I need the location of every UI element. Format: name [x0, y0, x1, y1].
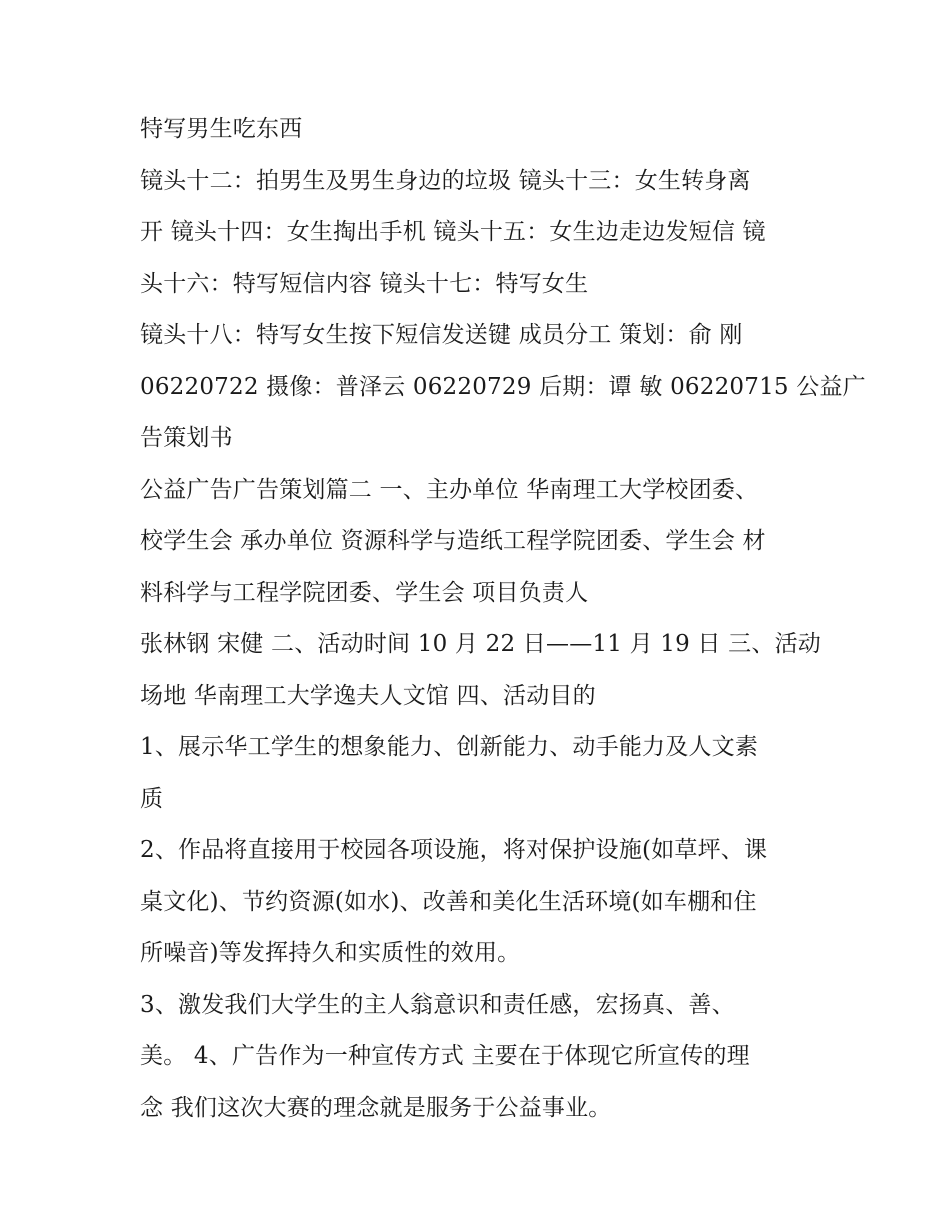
- text-line: 质: [140, 785, 164, 812]
- text-line: 桌文化)、节约资源(如水)、改善和美化生活环境(如车棚和住: [140, 888, 757, 915]
- text-line: 场地 华南理工大学逸夫人文馆 四、活动目的: [140, 682, 596, 709]
- text-line: 告策划书: [140, 425, 233, 451]
- text-line: 公益广告广告策划篇二 一、主办单位 华南理工大学校团委、: [140, 476, 759, 503]
- text-line: 镜头十八：特写女生按下短信发送键 成员分工 策划：俞 刚: [140, 322, 743, 348]
- text-line: 开 镜头十四：女生掏出手机 镜头十五：女生边走边发短信 镜: [140, 219, 766, 245]
- text-line: 念 我们这次大赛的理念就是服务于公益事业。: [140, 1094, 612, 1121]
- text-line: 2、作品将直接用于校园各项设施，将对保护设施(如草坪、课: [140, 837, 768, 863]
- text-line: 06220722 摄像：普泽云 06220729 后期：谭 敏 06220715 公益广: [140, 373, 866, 400]
- text-line: 美。 4、广告作为一种宣传方式 主要在于体现它所宣传的理: [140, 1043, 750, 1069]
- text-line: 张林钢 宋健 二、活动时间 10 月 22 日——11 月 19 日 三、活动: [140, 631, 821, 657]
- text-line: 3、激发我们大学生的主人翁意识和责任感，宏扬真、善、: [140, 991, 735, 1018]
- text-line: 所噪音)等发挥持久和实质性的效用。: [140, 940, 521, 966]
- text-line: 料科学与工程学院团委、学生会 项目负责人: [140, 579, 589, 606]
- text-line: 镜头十二：拍男生及男生身边的垃圾 镜头十三：女生转身离: [140, 167, 751, 194]
- text-line: 头十六：特写短信内容 镜头十七：特写女生: [140, 270, 589, 297]
- text-line: 校学生会 承办单位 资源科学与造纸工程学院团委、学生会 材: [140, 528, 766, 554]
- text-line: 特写男生吃东西: [140, 116, 303, 142]
- document-body: [140, 104, 866, 1134]
- text-line: 1、展示华工学生的想象能力、创新能力、动手能力及人文素: [140, 734, 759, 760]
